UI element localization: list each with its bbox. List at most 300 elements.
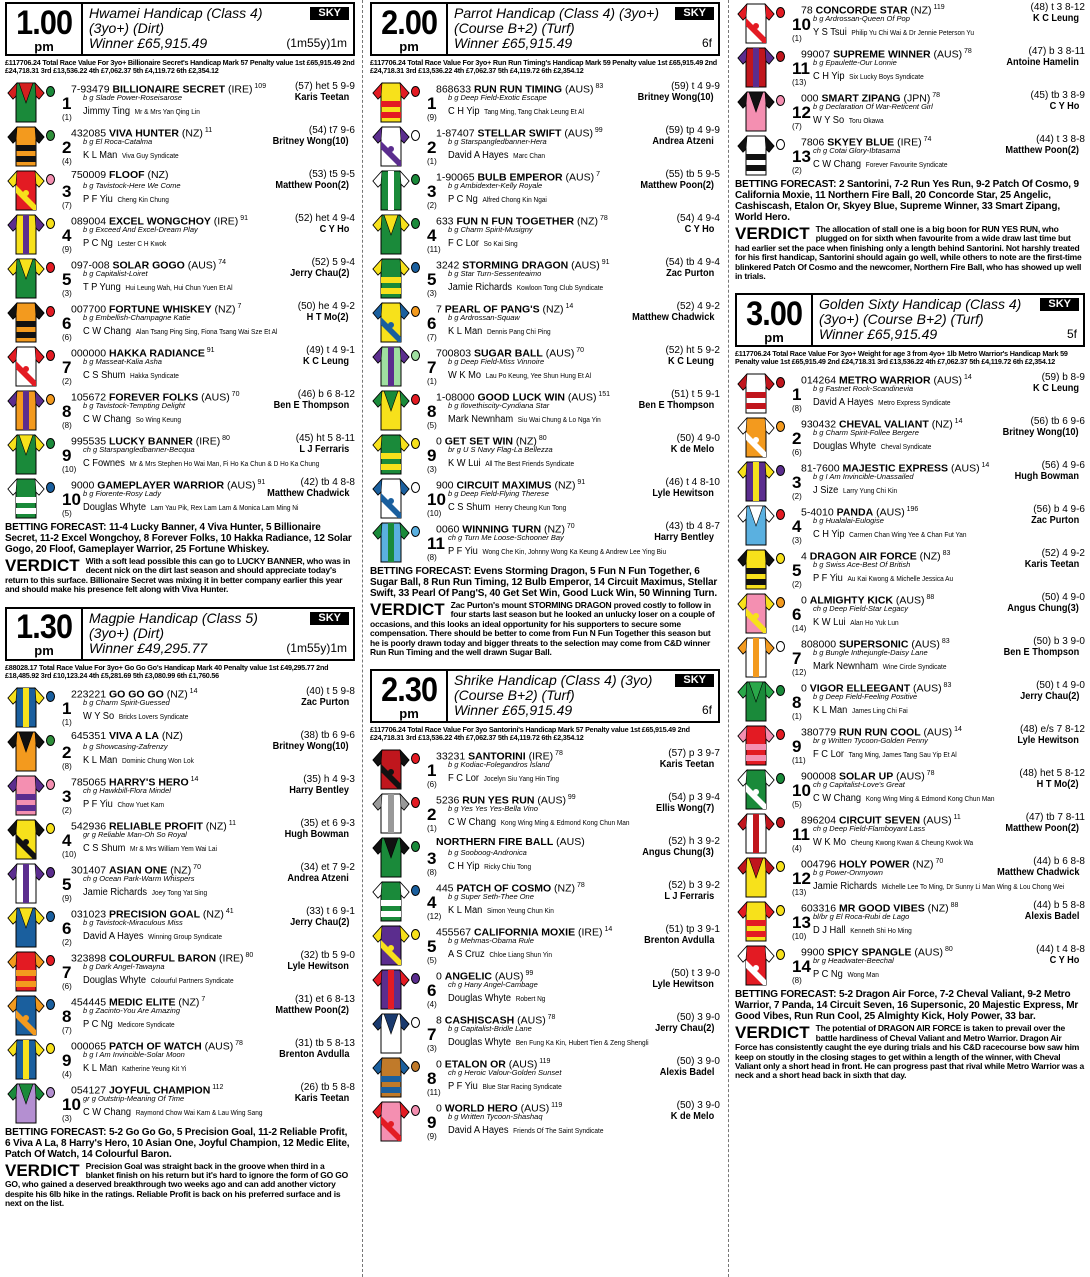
runner-pedigree: b g Tavistock-Here We Come <box>83 181 181 190</box>
runner-number: 9 <box>427 1113 437 1133</box>
column-1 <box>3 0 357 1277</box>
runner-trainer-line <box>813 485 897 498</box>
runner-rating-weight: (52) 4 9-2 <box>676 301 720 312</box>
runner-form: 33231 <box>436 750 469 763</box>
runner-rating-weight: (50) 4 9-0 <box>1041 592 1085 604</box>
runner-trainer-line <box>813 159 948 172</box>
runner-form: 445 <box>436 882 457 895</box>
runner-trainer-line <box>83 414 181 427</box>
race-winner-prize: Winner £49,295.77 <box>89 639 208 656</box>
runner-trainer: A S Cruz <box>448 949 485 961</box>
runner-nationality: (NZ) <box>199 908 224 921</box>
runner-row <box>733 854 1087 898</box>
runner-form: 9900 <box>801 946 828 959</box>
runner-trainer-line <box>83 458 319 471</box>
runner-draw: (8) <box>792 976 802 986</box>
runner-nationality: (AUS) <box>920 726 953 739</box>
verdict-label: VERDICT <box>735 1023 810 1043</box>
runner-nationality: (AUS) <box>948 462 980 475</box>
runner-pedigree: ch g Ocean Park-Warm Whispers <box>83 873 195 883</box>
runner-nationality: (NZ) <box>167 864 192 877</box>
runner-nationality: (NZ) <box>513 435 537 448</box>
runner-nationality: (NZ) <box>144 169 169 181</box>
runner-pedigree: gr g Outstrip-Meaning Of Time <box>83 1093 185 1103</box>
runner-row <box>368 79 722 123</box>
race-subtitle: (Course B+2) (Turf) <box>454 20 575 36</box>
runner-form: 7-93479 <box>71 83 113 96</box>
runner-rating-weight: (52) 5 9-4 <box>311 257 355 268</box>
runner-draw: (10) <box>62 849 77 859</box>
runner-draw: (8) <box>427 553 437 562</box>
runner-pedigree: b g I Am Invincible-Solar Moon <box>83 1049 185 1059</box>
runner-trainer: Mark Newnham <box>813 661 879 673</box>
cap-icon <box>776 51 785 62</box>
runner-number: 4 <box>62 226 72 245</box>
runner-form: 542936 <box>71 820 109 833</box>
runner-trainer-line <box>448 949 552 962</box>
runner-number: 6 <box>427 981 437 1001</box>
runner-nationality: (AUS) <box>908 638 940 651</box>
jockey-silks-icon <box>737 2 775 44</box>
runner-trainer: Douglas Whyte <box>813 441 877 453</box>
runner-owner: Carmen Chan Wing Yee & Chan Fut Yan <box>849 532 967 540</box>
runner-trainer-line <box>83 755 194 768</box>
runner-owner: Ben Fung Ka Kin, Hubert Tien & Zeng Shengli <box>515 1040 649 1048</box>
runner-jockey: Karis Teetan <box>294 1092 349 1104</box>
runner-form: 380779 <box>801 726 839 739</box>
runner-number: 1 <box>427 761 437 781</box>
runner-trainer: David A Hayes <box>813 397 874 409</box>
runner-row <box>733 942 1087 986</box>
cap-icon <box>776 773 785 784</box>
runner-number: 1 <box>427 94 437 113</box>
runner-name: SUPERSONIC <box>838 638 909 651</box>
runner-trainer: F C Lor <box>448 773 480 785</box>
runner-days-since: 80 <box>943 946 953 954</box>
runner-trainer: K W Lui <box>813 617 846 629</box>
runner-number: 4 <box>427 893 437 913</box>
runner-trainer: C S Shum <box>83 370 126 381</box>
runner-row <box>368 1054 722 1098</box>
runner-number: 9 <box>792 737 802 757</box>
runner-draw: (4) <box>792 844 802 854</box>
runner-days-since: 196 <box>904 506 919 514</box>
runner-trainer: P C Ng <box>448 194 478 205</box>
betting-forecast: BETTING FORECAST: 5-2 Dragon Air Force, 7-2 Cheval Valiant, 9-2 Metro Warrior, 7 Panda, 14 Circuit Seven, 16 Supersonic, 20 Majestic Express, Mr Good Vibes, Run Run Cool, 25 Almighty Kick, Holy Power, 33 bar. <box>735 989 1079 1023</box>
column-divider <box>362 0 363 1277</box>
runner-trainer: F C Lor <box>448 238 480 249</box>
cap-icon <box>776 421 785 432</box>
runner-rating-weight: (51) tp 3 9-1 <box>665 924 720 936</box>
runner-jockey: K de Melo <box>670 1111 714 1123</box>
runner-form: 78 <box>801 4 816 17</box>
cap-icon <box>776 905 785 916</box>
runner-form: 0 <box>436 435 445 448</box>
runner-draw: (6) <box>62 981 72 991</box>
runner-nationality: (NZ) <box>928 418 953 431</box>
runner-owner: Kong Wing Ming & Edmond Kong Chun Man <box>865 796 995 804</box>
runner-draw: (2) <box>792 492 802 502</box>
runner-pedigree: b g Power-Onmyown <box>813 868 883 878</box>
race-time-box <box>7 4 83 54</box>
runner-pedigree: ch g Cotai Glory-Ibtasama <box>813 146 901 155</box>
runner-trainer: Jamie Richards <box>813 881 878 893</box>
runner-trainer: P C Ng <box>83 238 113 249</box>
runner-owner: Lam Yau Pik, Rex Lam Lam & Monica Lam Ming Ni <box>150 505 299 512</box>
race-info <box>813 295 1083 345</box>
runner-days-since: 112 <box>210 1083 224 1091</box>
runner-trainer-line <box>83 370 179 383</box>
runner-owner: Wine Circle Syndicate <box>882 664 947 672</box>
runner-draw: (2) <box>792 166 802 175</box>
runner-name: EXCEL WONGCHOY <box>108 215 211 228</box>
runner-number: 3 <box>62 786 72 806</box>
runner-owner: Medicore Syndicate <box>117 1021 175 1029</box>
runner-trainer: C S Shum <box>83 842 126 854</box>
runner-name: SOLAR GOGO <box>112 259 185 272</box>
runner-rating-weight: (48) het 5 8-12 <box>1019 768 1085 780</box>
runner-row <box>368 343 722 387</box>
runner-draw: (13) <box>792 888 807 898</box>
runner-owner: So Wing Keung <box>135 417 181 424</box>
jockey-silks-icon <box>372 1056 410 1098</box>
runner-rating-weight: (31) tb 5 8-13 <box>294 1037 355 1049</box>
jockey-silks-icon <box>7 345 45 387</box>
race-info <box>83 609 353 659</box>
runner-trainer: P C Ng <box>83 1018 113 1030</box>
runner-row <box>368 922 722 966</box>
runner-row <box>733 810 1087 854</box>
runner-number: 1 <box>792 385 802 405</box>
jockey-silks-icon <box>7 774 45 816</box>
runner-nationality: (AUS) <box>911 946 943 959</box>
runner-nationality: (IRE) <box>225 83 253 96</box>
runner-draw: (6) <box>792 448 802 458</box>
runner-rating-weight: (52) ht 5 9-2 <box>665 345 720 356</box>
runner-nationality: (AUS) <box>517 1102 550 1115</box>
runner-rating-weight: (51) t 5 9-1 <box>671 389 720 400</box>
runner-rating-weight: (38) tb 6 9-6 <box>300 729 355 741</box>
runner-jockey: H T Mo(2) <box>1037 779 1079 791</box>
runner-days-since: 14 <box>188 775 199 783</box>
runner-nationality: (AUS) <box>873 506 905 519</box>
runner-rating-weight: (50) 3 9-0 <box>676 1100 720 1112</box>
runner-number: 6 <box>62 918 72 938</box>
runner-trainer-line <box>448 1081 562 1094</box>
runner-draw: (11) <box>792 756 806 766</box>
runner-rating-weight: (50) he 4 9-2 <box>297 301 355 312</box>
runner-rating-weight: (46) t 4 8-10 <box>665 477 720 488</box>
runner-name: ANGELIC <box>444 970 493 983</box>
runner-trainer-line <box>448 773 559 786</box>
runner-form: 3242 <box>436 259 463 272</box>
runner-draw: (2) <box>62 937 72 947</box>
runner-jockey: Harry Bentley <box>289 784 349 796</box>
runner-name: SMART ZIPANG <box>821 92 901 105</box>
runner-trainer: K L Man <box>448 905 483 917</box>
runner-name: FUN N FUN TOGETHER <box>456 215 575 228</box>
runner-row <box>368 966 722 1010</box>
runner-number: 8 <box>427 1069 437 1089</box>
runner-draw: (3) <box>62 1113 72 1123</box>
race-time-suffix: pm <box>399 38 419 54</box>
runner-form: 900 <box>436 479 457 492</box>
runner-owner: Friends Of The Saint Syndicate <box>513 1128 604 1136</box>
runner-number: 2 <box>62 138 72 157</box>
runner-owner: Wong Man <box>847 972 879 980</box>
runner-nationality: (AUS) <box>514 1014 546 1027</box>
runner-draw: (9) <box>427 1132 437 1142</box>
runner-days-since: 80 <box>536 435 547 442</box>
runner-number: 4 <box>62 830 72 850</box>
runner-name: VIGOR ELLEEGANT <box>809 682 911 695</box>
runner-pedigree: ch g Turn Me Loose-Schooner Bay <box>448 533 564 542</box>
runner-rating-weight: (52) 4 9-2 <box>1041 548 1085 560</box>
runner-days-since: 14 <box>563 303 574 310</box>
runner-owner: Philip Yu Chi Wai & Dr Jennie Peterson Yu <box>851 30 974 37</box>
runner-trainer-line <box>448 458 574 471</box>
cap-icon <box>411 1105 420 1116</box>
runner-trainer-line <box>813 793 995 806</box>
runner-jockey: Karis Teetan <box>294 92 349 103</box>
cap-icon <box>411 885 420 896</box>
runner-draw: (1) <box>427 377 437 386</box>
verdict-text: The allocation of stall one is a big boon for RUN YES RUN, who plugged on for sixth when favourite from a wide draw last time but had earlier set the pace when finishing only a length behind Santorini. Not harshly treated for his first handicap, Santorini should again go well, while others to note are the first-time blinkered Patch Of Cosmo and the newcomer, Northern Fire Ball, who has showed up well in trials. <box>735 224 1082 282</box>
runner-owner: Hui Leung Wah, Hui Chun Yuen Et Al <box>125 285 233 292</box>
runner-nationality: (NZ) <box>211 303 236 316</box>
cap-icon <box>46 911 55 922</box>
runner-row <box>733 132 1087 176</box>
runner-nationality: (IRE) <box>575 926 603 939</box>
runner-trainer: F C Lor <box>813 749 845 761</box>
runner-days-since: 119 <box>931 4 945 11</box>
runner-draw: (7) <box>62 1025 72 1035</box>
runner-name: FOREVER FOLKS <box>108 391 199 404</box>
runner-rating-weight: (56) tb 6 9-6 <box>1030 416 1085 428</box>
runner-days-since: 11 <box>226 819 237 827</box>
jockey-silks-icon <box>7 125 45 167</box>
runner-owner: Kenneth Shi Ho Ming <box>850 928 912 936</box>
runner-owner: Six Lucky Boys Syndicate <box>849 74 924 81</box>
race-winner-prize: Winner £65,915.49 <box>819 326 938 343</box>
runner-form: 097-008 <box>71 259 113 272</box>
runner-row <box>733 370 1087 414</box>
runner-jockey: Alexis Badel <box>659 1067 714 1079</box>
runner-name: WINNING TURN <box>462 523 542 536</box>
runner-row <box>3 343 357 387</box>
runner-trainer: P F Yiu <box>83 798 113 810</box>
runner-days-since: 91 <box>575 479 586 486</box>
jockey-silks-icon <box>372 169 410 211</box>
runner-form: 1-90065 <box>436 171 478 184</box>
jockey-silks-icon <box>737 134 775 176</box>
runner-trainer-line <box>448 1125 603 1138</box>
runner-days-since: 7 <box>594 171 600 178</box>
runner-name: STELLAR SWIFT <box>477 127 562 140</box>
runner-trainer-line <box>83 502 298 515</box>
runner-form: 0060 <box>436 523 463 536</box>
runner-owner: Au Kai Kwong & Michelle Jessica Au <box>847 576 954 584</box>
runner-name: SOLAR UP <box>838 770 894 783</box>
runner-row <box>368 1098 722 1142</box>
runner-name: DRAGON AIR FORCE <box>809 550 917 563</box>
runner-rating-weight: (33) t 6 9-1 <box>306 905 355 917</box>
runner-rating-weight: (57) het 5 9-9 <box>294 81 355 92</box>
runner-rating-weight: (45) tb 3 8-9 <box>1030 90 1085 101</box>
runner-days-since: 14 <box>979 462 990 470</box>
runner-draw: (3) <box>62 289 72 298</box>
runner-draw: (1) <box>427 824 437 834</box>
runner-number: 3 <box>427 182 437 201</box>
runner-number: 5 <box>427 270 437 289</box>
jockey-silks-icon <box>7 994 45 1036</box>
runner-owner: Dominic Chung Won Lok <box>121 757 194 765</box>
runner-owner: Raymond Chow Wai Kam & Lau Wing Sang <box>135 1109 263 1117</box>
cap-icon <box>776 597 785 608</box>
runner-form: 633 <box>436 215 457 228</box>
runner-nationality: (AUS) <box>564 391 597 404</box>
race-title: Golden Sixty Handicap (Class 4) <box>819 296 1022 313</box>
runner-days-since: 70 <box>564 523 575 530</box>
runner-form: 995535 <box>71 435 109 448</box>
runner-owner: Metro Express Syndicate <box>878 400 951 408</box>
runner-nationality: (IRE) <box>210 215 239 228</box>
runner-owner: Chloe Liang Shun Yin <box>489 952 552 960</box>
runner-rating-weight: (54) p 3 9-4 <box>668 792 720 804</box>
runner-jockey: Harry Bentley <box>654 532 714 543</box>
runner-form: 454445 <box>71 996 109 1009</box>
runner-owner: Chow Yuet Kam <box>117 801 165 809</box>
runner-rating-weight: (34) et 7 9-2 <box>300 861 355 873</box>
runner-trainer-line <box>448 106 584 119</box>
runner-name: GOOD LUCK WIN <box>477 391 565 404</box>
runner-draw: (10) <box>792 932 807 942</box>
runner-days-since: 91 <box>599 259 610 266</box>
runner-nationality: (AUS) <box>930 48 963 61</box>
runner-rating-weight: (56) 4 9-6 <box>1041 460 1085 472</box>
prize-money: £88028.17 Total Race Value For 3yo+ Go Go Go's Handicap Mark 40 Penalty value 1st £49,295.77 2nd £18,485.92 3rd £10,123.24 4th £5,281.69 5th £3,080.99 6th £1,760.56 <box>5 662 329 680</box>
runner-rating-weight: (52) het 4 9-4 <box>294 213 355 224</box>
runner-row <box>733 0 1087 44</box>
race-winner-prize: Winner £65,915.49 <box>454 35 573 51</box>
runner-trainer-line <box>83 326 277 339</box>
runner-pedigree: b g I Am Invincible-Unassailed <box>813 472 914 482</box>
runner-row <box>368 519 722 563</box>
runner-owner: Dennis Pang Chi Ping <box>486 329 551 336</box>
runner-number: 8 <box>427 402 437 421</box>
betting-forecast: BETTING FORECAST: 5-2 Go Go Go, 5 Precision Goal, 11-2 Reliable Profit, 6 Viva A La, 8 Harry's Hero, 10 Asian One, Joyful Champion, 12 Medic Elite, Patch Of Watch, 14 Colourful Baron. <box>5 1126 350 1160</box>
runner-jockey: K C Leung <box>668 356 714 367</box>
runner-pedigree: b g Embellish-Champagne Katie <box>83 313 191 322</box>
runner-row <box>733 88 1087 132</box>
cap-icon <box>411 262 420 273</box>
runner-pedigree: b g Starspangledbanner-Hera <box>448 137 547 146</box>
runner-nationality: (AUS) <box>198 391 230 404</box>
runner-owner: All The Best Friends Syndicate <box>485 461 575 468</box>
runner-form: 930432 <box>801 418 839 431</box>
runner-days-since: 7 <box>199 995 206 1003</box>
cap-icon <box>776 949 785 960</box>
runner-draw: (12) <box>427 912 442 922</box>
runner-trainer-line <box>83 843 217 856</box>
runner-form: 054127 <box>71 1084 109 1097</box>
runner-nationality: (AUS) <box>562 171 595 184</box>
jockey-silks-icon <box>737 372 775 414</box>
race-time: 1.00 <box>16 3 72 42</box>
race-distance: (1m55y)1m <box>286 640 347 655</box>
runner-trainer: K L Man <box>813 705 848 717</box>
runner-name: ASIAN ONE <box>108 864 168 877</box>
cap-icon <box>411 174 420 185</box>
runner-days-since: 41 <box>223 907 234 915</box>
runner-trainer: Y S Tsui <box>813 27 847 38</box>
runner-days-since: 83 <box>939 638 950 646</box>
runner-pedigree: b g Ardrossan-Queen Of Pop <box>813 14 910 23</box>
runner-jockey: K de Melo <box>670 444 714 455</box>
runner-jockey: Ben E Thompson <box>273 400 349 411</box>
cap-icon <box>46 1043 55 1054</box>
runner-row <box>368 299 722 343</box>
sky-badge: SKY <box>310 612 349 625</box>
runner-owner: Alan Tsang Ping Sing, Fiona Tsang Wai Sze Et Al <box>135 329 278 336</box>
column-divider <box>728 0 729 1277</box>
runner-trainer-line <box>813 573 953 586</box>
runner-name: CHEVAL VALIANT <box>838 418 929 431</box>
jockey-silks-icon <box>372 968 410 1010</box>
race-subtitle: (3yo+) (Dirt) <box>89 20 165 36</box>
jockey-silks-icon <box>372 880 410 922</box>
runner-jockey: Matthew Poon(2) <box>1005 145 1079 156</box>
runner-number: 4 <box>427 226 437 245</box>
runner-trainer-line <box>813 661 946 674</box>
cap-icon <box>46 691 55 702</box>
jockey-silks-icon <box>372 345 410 387</box>
runner-name: GAMEPLAYER WARRIOR <box>97 479 225 492</box>
runner-name: HAKKA RADIANCE <box>108 347 205 360</box>
runner-jockey: Matthew Poon(2) <box>640 180 714 191</box>
runner-jockey: K C Leung <box>1033 383 1079 395</box>
cap-icon <box>776 377 785 388</box>
runner-draw: (7) <box>427 333 437 342</box>
jockey-silks-icon <box>7 301 45 343</box>
runner-draw: (2) <box>62 805 72 815</box>
runner-trainer-line <box>83 194 169 207</box>
runner-pedigree: b g Ardrossan-Squaw <box>448 313 520 322</box>
verdict <box>735 225 1085 281</box>
runner-draw: (8) <box>792 404 802 414</box>
runner-row <box>368 167 722 211</box>
runner-draw: (5) <box>62 509 72 518</box>
runner-form: 81-7600 <box>801 462 843 475</box>
runner-nationality: (AUS) <box>893 594 925 607</box>
runner-owner: Jocelyn Siu Yang Hin Ting <box>483 776 560 784</box>
runner-row <box>3 123 357 167</box>
runner-trainer-line <box>448 861 531 874</box>
runner-jockey: Britney Wong(10) <box>272 740 349 752</box>
runner-trainer-line <box>813 441 931 454</box>
runner-nationality: (AUS) <box>184 259 217 272</box>
cap-icon <box>411 130 420 141</box>
cap-icon <box>46 86 55 97</box>
jockey-silks-icon <box>372 213 410 255</box>
runner-draw: (5) <box>427 956 437 966</box>
jockey-silks-icon <box>7 169 45 211</box>
runner-number: 2 <box>62 742 72 762</box>
runner-nationality: (NZ) <box>909 858 934 871</box>
runner-number: 6 <box>62 314 72 333</box>
runner-row <box>3 211 357 255</box>
runner-jockey: Lyle Hewitson <box>287 960 349 972</box>
